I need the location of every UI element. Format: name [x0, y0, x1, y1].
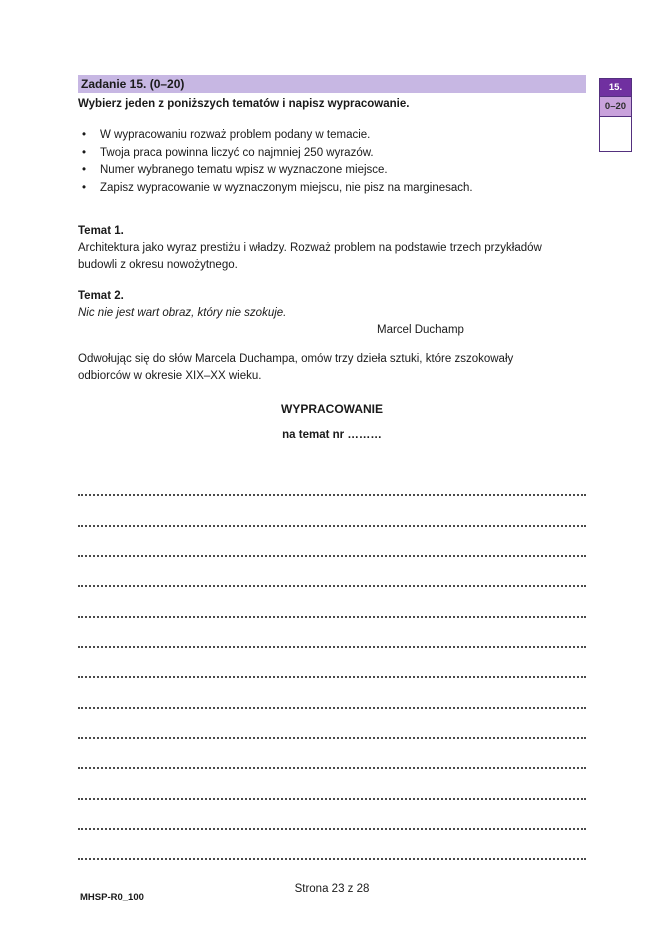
essay-topic-number-label: na temat nr [282, 429, 345, 441]
bullet-icon: • [82, 181, 87, 194]
score-box-range: 0–20 [600, 97, 631, 117]
list-item [78, 180, 586, 198]
score-box-empty-cell [600, 117, 631, 151]
score-box-task-number: 15. [600, 79, 631, 97]
task-header-bar [78, 75, 586, 93]
bullet-icon: • [82, 146, 87, 159]
quote-attribution: Marcel Duchamp [377, 324, 464, 336]
list-item [78, 162, 586, 180]
page-number: Strona 23 z 28 [294, 883, 370, 895]
topic-1-label: Temat 1. [78, 225, 124, 237]
topic-1-text-line: Architektura jako wyraz prestiżu i władzy. Rozważ problem na podstawie trzech przykładów [78, 242, 542, 254]
essay-writing-line [78, 739, 586, 769]
topic-1-text-line: budowli z okresu nowożytnego. [78, 259, 238, 271]
task-content [78, 75, 586, 444]
essay-writing-line [78, 557, 586, 587]
essay-writing-line [78, 496, 586, 526]
essay-writing-line [78, 830, 586, 860]
essay-lines [78, 466, 586, 860]
bullet-icon: • [82, 129, 87, 141]
essay-writing-line [78, 678, 586, 708]
bullet-icon: • [82, 164, 87, 176]
essay-topic-number-blank: ……… [347, 429, 382, 441]
score-box [599, 78, 632, 152]
essay-topic-number-line [78, 427, 586, 444]
essay-writing-line [78, 618, 586, 648]
bullet-text: Zapisz wypracowanie w wyznaczonym miejscu, nie pisz na marginesach. [100, 181, 473, 194]
exam-form-code: MHSP-R0_100 [80, 892, 144, 903]
essay-writing-line [78, 587, 586, 617]
essay-writing-line [78, 466, 586, 496]
topic-2-quote: Nic nie jest wart obraz, który nie szokuje. [78, 307, 287, 319]
bullet-text: W wypracowaniu rozważ problem podany w temacie. [100, 129, 371, 141]
list-item [78, 145, 586, 163]
task-instruction: Wybierz jeden z poniższych tematów i napisz wypracowanie. [78, 98, 410, 110]
essay-writing-line [78, 648, 586, 678]
topic-2 [78, 288, 586, 385]
topic-1 [78, 223, 586, 274]
topic-2-text-line: Odwołując się do słów Marcela Duchampa, omów trzy dzieła sztuki, które zszokowały [78, 353, 514, 365]
topic-2-label: Temat 2. [78, 290, 124, 302]
task-bullet-list [78, 127, 586, 197]
essay-writing-line [78, 800, 586, 830]
essay-writing-line [78, 769, 586, 799]
task-header-label: Zadanie 15. (0–20) [81, 77, 185, 91]
essay-section-title: WYPRACOWANIE [281, 402, 383, 416]
list-item [78, 127, 586, 145]
topic-2-text-line: odbiorców w okresie XIX–XX wieku. [78, 370, 262, 382]
essay-writing-line [78, 709, 586, 739]
bullet-text: Numer wybranego tematu wpisz w wyznaczone miejsce. [100, 164, 388, 176]
essay-writing-line [78, 527, 586, 557]
bullet-text: Twoja praca powinna liczyć co najmniej 250 wyrazów. [100, 146, 374, 159]
